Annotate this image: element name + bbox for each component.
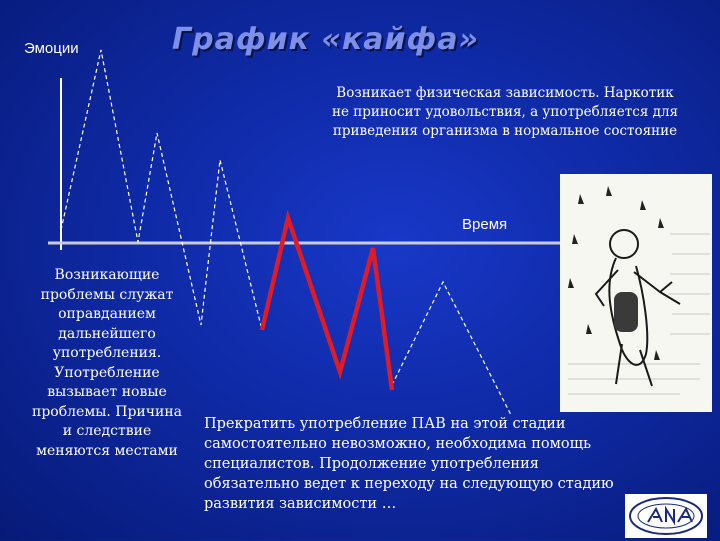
emblem-drawing [626, 495, 706, 537]
sketch-of-person-injecting [560, 174, 712, 412]
x-axis-label: Время [462, 216, 508, 233]
emotion-curve-dashed-tail [392, 282, 511, 415]
physical-dependency-note: Возникает физическая зависимость. Наркотик не приносит удовольствия, а употребляется для приведения организма в нормальное состояние [331, 85, 679, 139]
problems-justification-note: Возникающие проблемы служат оправданием дальнейшего употребления. Употребление вызывает новые проблемы. Причина и следствие меняются местами [31, 267, 183, 459]
slide-title: График «кайфа» [172, 22, 480, 57]
y-axis-label: Эмоции [24, 40, 79, 57]
organization-emblem [625, 494, 707, 538]
stop-use-warning-note: Прекратить употребление ПАВ на этой стадии самостоятельно невозможно, необходима помощь специалистов. Продолжение употребления обязательно ведет к переходу на следующую стадию развития зависимости … [204, 416, 614, 512]
sketch-drawing [560, 174, 712, 412]
